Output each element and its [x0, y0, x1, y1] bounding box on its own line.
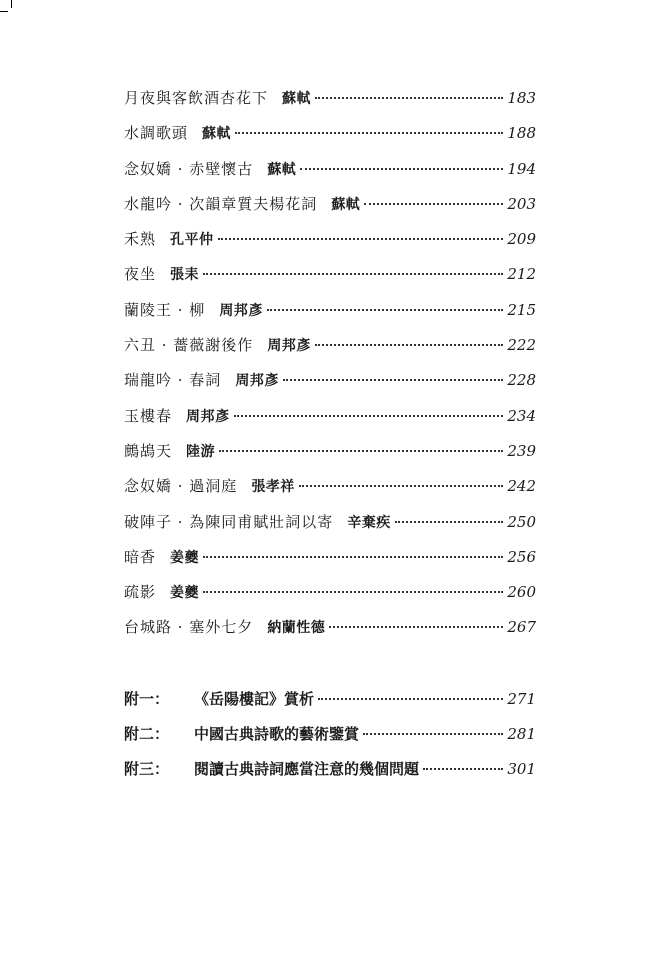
dot-leader [318, 698, 503, 700]
appendix-title: 《岳陽樓記》賞析 [194, 689, 315, 708]
dot-leader [364, 203, 503, 205]
entry-title: 月夜與客飲酒杏花下 [124, 89, 269, 107]
dot-leader [218, 238, 504, 240]
table-of-contents [124, 87, 536, 794]
entry-author: 蘇軾 [331, 196, 361, 213]
appendix-page-number: 271 [507, 689, 536, 708]
toc-entry[interactable] [124, 581, 536, 616]
toc-entry[interactable] [124, 228, 536, 263]
entry-title: 鷓鴣天 [124, 441, 173, 460]
entry-author: 張耒 [170, 267, 200, 284]
entry-author: 周邦彥 [219, 302, 263, 319]
entry-title: 台城路 · 塞外七夕 [124, 618, 254, 637]
entry-page-number: 267 [507, 618, 536, 637]
entry-author: 姜夔 [170, 585, 200, 602]
entry-page-number: 183 [507, 89, 536, 107]
dot-leader [219, 450, 503, 452]
dot-leader [329, 626, 503, 628]
entry-title: 疏影 [124, 583, 157, 602]
entry-title: 蘭陵王 · 柳 [124, 300, 206, 319]
entry-author: 周邦彥 [235, 373, 279, 390]
toc-entry[interactable] [124, 511, 536, 546]
entry-title: 瑞龍吟 · 春詞 [124, 371, 222, 390]
dot-leader [234, 415, 504, 417]
entry-page-number: 228 [507, 371, 536, 390]
appendix-page-number: 281 [507, 725, 536, 744]
toc-entries [124, 87, 536, 652]
dot-leader [315, 344, 504, 346]
toc-appendix-entry[interactable] [124, 688, 536, 723]
appendix-label: 附二： [124, 725, 170, 744]
entry-author: 辛棄疾 [347, 514, 391, 531]
entry-title: 禾熟 [124, 230, 157, 249]
toc-entry[interactable] [124, 122, 536, 157]
entry-author: 蘇軾 [202, 126, 232, 143]
entry-author: 蘇軾 [282, 91, 312, 107]
appendix-label: 附三： [124, 760, 170, 779]
toc-entry[interactable] [124, 158, 536, 193]
entry-title: 暗香 [124, 547, 157, 566]
toc-entry[interactable] [124, 263, 536, 298]
toc-appendix-entry[interactable] [124, 758, 536, 793]
entry-page-number: 260 [507, 583, 536, 602]
entry-title: 水調歌頭 [124, 124, 189, 143]
toc-entry[interactable] [124, 475, 536, 510]
entry-author: 孔平仲 [170, 232, 214, 249]
toc-entry[interactable] [124, 299, 536, 334]
entry-title: 水龍吟 · 次韻章質夫楊花詞 [124, 194, 318, 213]
entry-page-number: 209 [507, 230, 536, 249]
crop-mark-horizontal [0, 11, 8, 12]
crop-mark-vertical [11, 0, 12, 8]
entry-title: 夜坐 [124, 265, 157, 284]
dot-leader [300, 168, 503, 170]
toc-appendices [124, 688, 536, 794]
dot-leader [299, 485, 504, 487]
toc-entry[interactable] [124, 405, 536, 440]
dot-leader [203, 556, 503, 558]
section-gap [124, 652, 536, 688]
entry-title: 念奴嬌 · 赤壁懷古 [124, 159, 254, 178]
appendix-title: 中國古典詩歌的藝術鑒賞 [194, 725, 360, 744]
toc-entry[interactable] [124, 334, 536, 369]
entry-page-number: 212 [507, 265, 536, 284]
dot-leader [283, 379, 504, 381]
entry-author: 陸游 [186, 443, 216, 460]
entry-page-number: 256 [507, 547, 536, 566]
appendix-page-number: 301 [507, 760, 536, 779]
entry-title: 念奴嬌 · 過洞庭 [124, 477, 238, 496]
entry-author: 周邦彥 [186, 408, 230, 425]
entry-page-number: 188 [507, 124, 536, 143]
toc-entry[interactable] [124, 369, 536, 404]
toc-entry[interactable] [124, 440, 536, 475]
entry-title: 六丑 · 薔薇謝後作 [124, 336, 254, 355]
entry-title: 玉樓春 [124, 406, 173, 425]
dot-leader [203, 591, 503, 593]
entry-page-number: 242 [507, 477, 536, 496]
entry-page-number: 222 [507, 336, 536, 355]
entry-page-number: 250 [507, 512, 536, 531]
dot-leader [363, 733, 503, 735]
entry-author: 張孝祥 [251, 479, 295, 496]
entry-author: 姜夔 [170, 549, 200, 566]
entry-page-number: 203 [507, 194, 536, 213]
dot-leader [267, 309, 504, 311]
appendix-label: 附一： [124, 689, 170, 708]
toc-entry[interactable] [124, 616, 536, 651]
appendix-title: 閱讀古典詩詞應當注意的幾個問題 [194, 760, 420, 779]
dot-leader [203, 273, 503, 275]
entry-page-number: 215 [507, 300, 536, 319]
dot-leader [235, 132, 503, 134]
entry-page-number: 239 [507, 441, 536, 460]
toc-entry[interactable] [124, 546, 536, 581]
dot-leader [395, 521, 504, 523]
toc-entry[interactable] [124, 193, 536, 228]
dot-leader [423, 768, 503, 770]
entry-page-number: 194 [507, 159, 536, 178]
toc-entry[interactable] [124, 87, 536, 122]
dot-leader [315, 97, 503, 99]
entry-author: 蘇軾 [267, 161, 297, 178]
toc-appendix-entry[interactable] [124, 723, 536, 758]
entry-title: 破陣子 · 為陳同甫賦壯詞以寄 [124, 512, 334, 531]
entry-author: 周邦彥 [267, 338, 311, 355]
entry-page-number: 234 [507, 406, 536, 425]
entry-author: 納蘭性德 [267, 620, 326, 637]
